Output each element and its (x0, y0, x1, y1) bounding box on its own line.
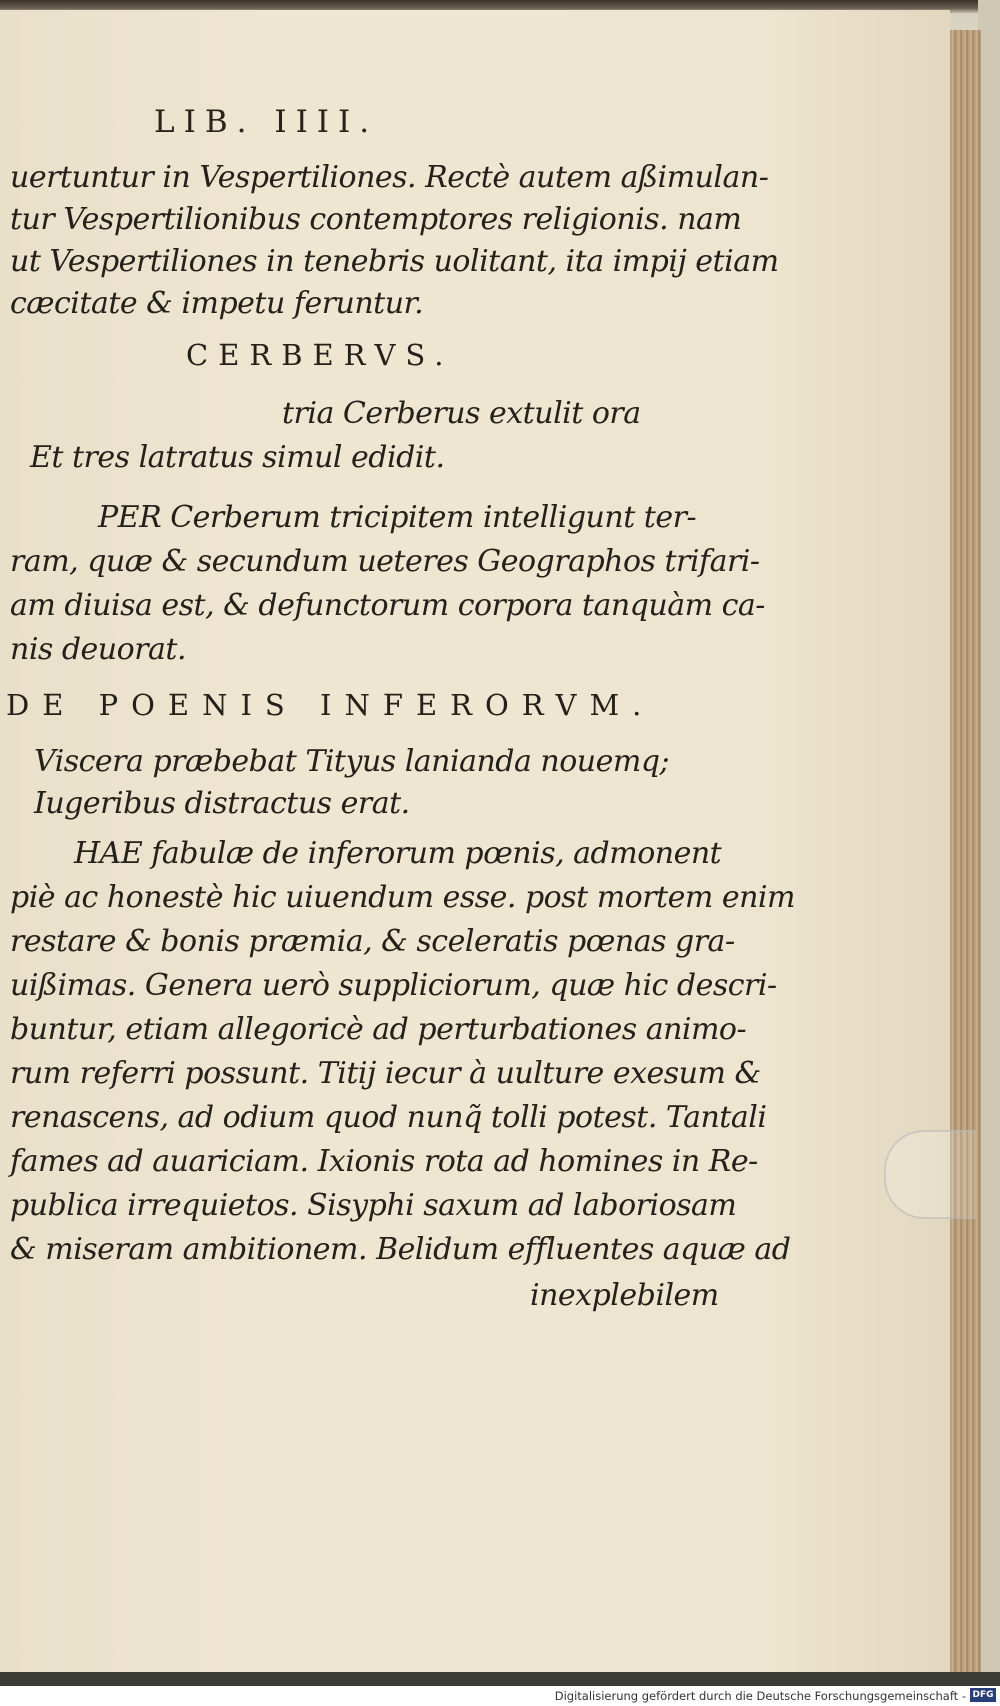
text-line: uertuntur in Vespertiliones. Rectè autem aßimulan- (10, 160, 769, 195)
verse-line: tria Cerberus extulit ora (282, 396, 641, 431)
paragraph-line: PER Cerberum tricipitem intelligunt ter- (98, 500, 697, 535)
verse-line: Et tres latratus simul edidit. (30, 440, 445, 475)
text-line: ut Vespertiliones in tenebris uolitant, ita impij etiam (10, 244, 779, 279)
paragraph-line: restare & bonis præmia, & sceleratis pœnas gra- (10, 924, 735, 959)
paragraph-line: nis deuorat. (10, 632, 187, 667)
running-head: LIB. IIII. (154, 104, 379, 140)
section-heading-cerberus: CERBERVS. (186, 338, 454, 372)
paragraph-line: publica irrequietos. Sisyphi saxum ad laboriosam (10, 1188, 737, 1223)
catchword: inexplebilem (530, 1278, 719, 1313)
paragraph-line: renascens, ad odium quod nunq̃ tolli potest. Tantali (10, 1100, 767, 1135)
paragraph-line: uißimas. Genera uerò suppliciorum, quæ hic descri- (10, 968, 777, 1003)
paragraph-line: am diuisa est, & defunctorum corpora tanquàm ca- (10, 588, 765, 623)
paragraph-line: fames ad auariciam. Ixionis rota ad homines in Re- (10, 1144, 758, 1179)
paragraph-line: buntur, etiam allegoricè ad perturbationes animo- (10, 1012, 747, 1047)
paragraph-line: HAE fabulæ de inferorum pœnis, admonent (74, 836, 722, 871)
text-line: cæcitate & impetu feruntur. (10, 286, 424, 321)
section-heading-poenis: DE POENIS INFERORVM. (6, 688, 655, 722)
digitization-credit: Digitalisierung gefördert durch die Deutsche Forschungsgemeinschaft - (554, 1689, 966, 1703)
scan-bottom-edge (0, 1672, 1000, 1686)
paragraph-line: rum referri possunt. Titij iecur à uulture exesum & (10, 1056, 761, 1091)
dfg-logo-icon: DFG (970, 1688, 996, 1702)
paragraph-line: piè ac honestè hic uiuendum esse. post mortem enim (10, 880, 795, 915)
verse-line: Iugeribus distractus erat. (34, 786, 410, 821)
scan-background (978, 0, 1000, 1706)
verse-line: Viscera præbebat Tityus lanianda nouemq; (34, 744, 670, 779)
page-clip (884, 1130, 976, 1219)
paragraph-line: ram, quæ & secundum ueteres Geographos trifari- (10, 544, 760, 579)
book-page (0, 10, 950, 1675)
paragraph-line: & miseram ambitionem. Belidum effluentes aquæ ad (10, 1232, 791, 1267)
text-line: tur Vespertilionibus contemptores religionis. nam (10, 202, 742, 237)
